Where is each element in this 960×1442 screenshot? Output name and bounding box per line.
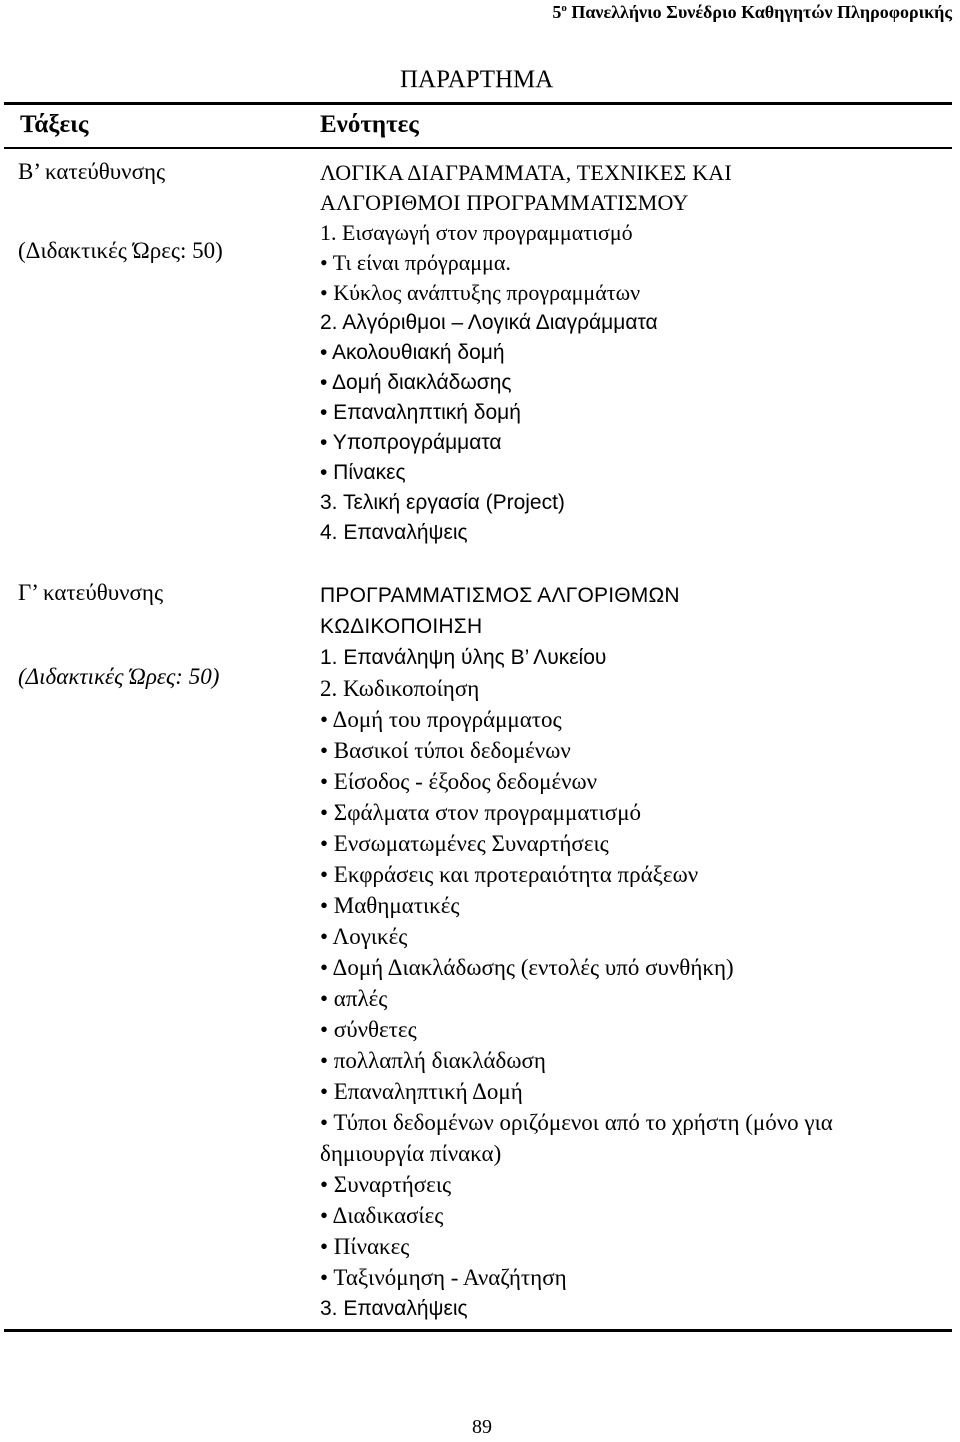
unit-heading: ΠΡΟΓΡΑΜΜΑΤΙΣΜΟΣ ΑΛΓΟΡΙΘΜΩΝ (320, 584, 680, 607)
list-item: 2. Κωδικοποίηση (320, 676, 480, 701)
list-item: • Υποπρογράμματα (320, 431, 502, 454)
units-cell-c (320, 580, 946, 1324)
list-item: • Κύκλος ανάπτυξης προγραμμάτων (320, 280, 641, 305)
list-item: • Δομή διακλάδωσης (320, 371, 512, 394)
list-item: 1. Εισαγωγή στον προγραμματισμό (320, 220, 633, 245)
list-item: 2. Αλγόριθμοι – Λογικά Διαγράμματα (320, 311, 658, 334)
list-item-continuation: δημιουργία πίνακα) (320, 1141, 502, 1166)
list-item: • απλές (320, 986, 388, 1011)
list-item: • πολλαπλή διακλάδωση (320, 1048, 546, 1073)
table-bottom-rule (4, 1329, 952, 1332)
list-item: • Δομή Διακλάδωσης (εντολές υπό συνθήκη) (320, 955, 734, 980)
teaching-hours: (Διδακτικές Ώρες: 50) (18, 664, 220, 689)
list-item: • Δομή του προγράμματος (320, 707, 562, 732)
list-item: • Τι είναι πρόγραμμα. (320, 250, 511, 275)
list-item: • Πίνακες (320, 1234, 410, 1259)
list-item: • Ενσωματωμένες Συναρτήσεις (320, 831, 609, 856)
list-item: • Μαθηματικές (320, 893, 460, 918)
list-item: 1. Επανάληψη ύλης Β’ Λυκείου (320, 646, 607, 669)
page-number: 89 (472, 1416, 492, 1438)
units-cell-b (320, 158, 946, 548)
column-header-units: Ενότητες (320, 111, 419, 138)
list-item: • Σφάλματα στον προγραμματισμό (320, 800, 642, 825)
grade-label: Γ’ κατεύθυνσης (18, 580, 164, 605)
list-item: • Διαδικασίες (320, 1203, 444, 1228)
table-top-rule (4, 102, 952, 105)
list-item: • Βασικοί τύποι δεδομένων (320, 738, 571, 763)
list-item: 3. Τελική εργασία (Project) (320, 491, 565, 514)
list-item: • Συναρτήσεις (320, 1172, 452, 1197)
appendix-title: ΠΑΡΑΡΤΗΜΑ (400, 66, 554, 93)
table-header-rule (4, 147, 952, 149)
list-item: • Είσοδος - έξοδος δεδομένων (320, 769, 598, 794)
grade-cell-c (18, 580, 219, 690)
list-item: • Ακολουθιακή δομή (320, 341, 505, 364)
list-item: • σύνθετες (320, 1017, 417, 1042)
list-item: 4. Επαναλήψεις (320, 521, 468, 544)
list-item: • Εκφράσεις και προτεραιότητα πράξεων (320, 862, 699, 887)
list-item: • Πίνακες (320, 461, 406, 484)
running-header: $5^o$ Πανελλήνιο Συνέδριο Καθηγητών Πληροφορικής (552, 2, 952, 22)
list-item: • Ταξινόμηση - Αναζήτηση (320, 1265, 567, 1290)
list-item: • Λογικές (320, 924, 408, 949)
teaching-hours: (Διδακτικές Ώρες: 50) (18, 238, 223, 263)
list-item: 3. Επαναλήψεις (320, 1297, 468, 1320)
unit-heading: ΚΩΔΙΚΟΠΟΙΗΣΗ (320, 615, 483, 638)
column-header-grades: Τάξεις (20, 111, 89, 138)
unit-heading: ΛΟΓΙΚΑ ΔΙΑΓΡΑΜΜΑΤΑ, ΤΕΧΝΙΚΕΣ ΚΑΙ (320, 160, 732, 185)
grade-label: Β’ κατεύθυνσης (18, 159, 166, 184)
list-item: • Επαναληπτική Δομή (320, 1079, 523, 1104)
unit-heading: ΑΛΓΟΡΙΘΜΟΙ ΠΡΟΓΡΑΜΜΑΤΙΣΜΟΥ (320, 190, 689, 215)
list-item-wrapped: • Τύποι δεδομένων οριζόμενοι από το χρήστη (μόνο για (320, 1110, 833, 1135)
list-item: • Επαναληπτική δομή (320, 401, 521, 424)
grade-cell-b (18, 159, 223, 264)
